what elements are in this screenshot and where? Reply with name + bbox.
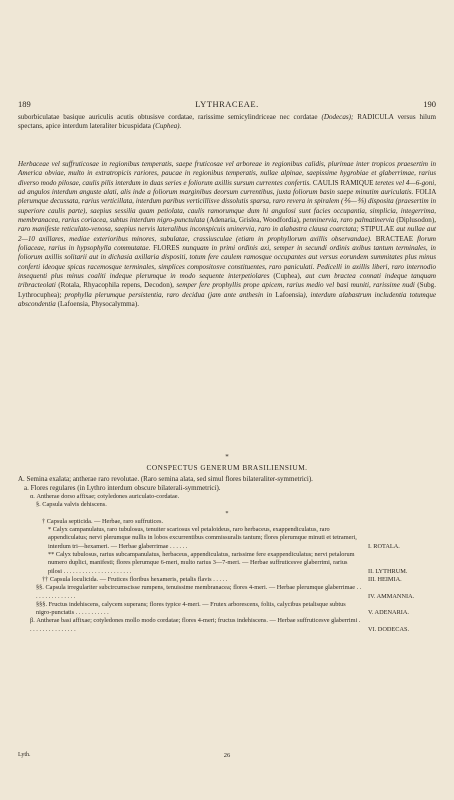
page-number-right: 190: [423, 99, 436, 109]
section-asterisk: *: [225, 453, 229, 461]
key-row: [18, 510, 436, 518]
key-row: [18, 518, 436, 526]
intro-term: RADICULA: [357, 113, 394, 121]
intro-text: suborbiculatae basique auriculis acutis obtusisve cordatae, rarissime semicylindriceae nec cordatae: [18, 113, 318, 121]
desc-genera: Lafoensia: [275, 290, 304, 299]
desc-text: raro manifeste reticulato-venosa, saepius nervis lateralibus inconspicuis uninervia, raro in alabastra clausa coarctata;: [18, 225, 359, 234]
key-row: [18, 584, 436, 601]
desc-text: nunquam in primi ordinis axi, semper in secundi ordinis axibus tantum terminales, in foliorum axillis solitarii aut in dichasia axillaria dispositi, totum fere caulem ramosque occupantes aut versus eorundem summitates plus minus conferti ideoque spicas racemosque terminales, simplices compositosve constituentes, raro paniculati. Pedicelli in axillis liberi, raro internodio insequenti plus minus coaliti indeque plerumque in modo sequente interpetiolares: [18, 244, 436, 281]
conspectus-title: CONSPECTUS GENERUM BRASILIENSIUM.: [146, 463, 308, 472]
genus-name: VI. DODECAS.: [368, 625, 410, 633]
key-text: †† Capsula loculicida. — Frutices floribus hexameris, petalis flavis . . . . .: [42, 575, 228, 583]
desc-term: FLORES: [153, 244, 180, 253]
key-text: §§. Capsula irregulariter subcircumscisse rumpens, tenuissime membranacea; flores 4-meri. — Herbae plerumque glaberrimae . . . . . . . . . . . . . . .: [36, 584, 362, 600]
key-text: a. Flores regulares (in Lythro interdum obscure bilaterali-symmetrici).: [24, 484, 221, 492]
genus-name: IV. AMMANNIA.: [368, 592, 415, 600]
desc-genera: (Cuphea),: [273, 272, 302, 281]
genus-key: [18, 475, 436, 634]
desc-term: BRACTEAE: [375, 234, 414, 243]
key-text: † Capsula septicida. — Herbae, raro suffrutices.: [42, 517, 164, 525]
key-text: ** Calyx tubulosus, rarius subcampanulatus, herbaceus, appendiculatus, rarissime fere exappendiculatus; nervi petalorum numero duplici, manifesti; flores plerumque 6-meri, multo rarius 3—7-meri. — Herbae suffruticesve glaberrimi, rarius pilosi . . . . . . . . . . . . . . . . . . . . . .: [48, 551, 355, 575]
genus-name: V. ADENARIA.: [368, 609, 409, 617]
desc-text: prophylla plerumque persistentia, raro decidua (jam ante anthesin in: [64, 290, 273, 299]
key-row: [18, 475, 436, 484]
key-row: [18, 601, 436, 618]
running-title: LYTHRACEAE.: [195, 99, 259, 109]
desc-text: aut cum bractea connati indeque tanquam tribracteolati: [18, 272, 436, 290]
key-text: β. Antherae basi affixae; cotyledones mollo modo cordatae; flores 4-meri; fructus indehiscens. — Herbae suffruticesve glaberrimi . . . . . . . . . . . . . . . .: [30, 617, 361, 633]
desc-text: plerumque decussata, rarius verticillata, interdum paribus verticillisve dissolutis sparsa, raro revera in spiralem (⅖—⅗) disposita (praesertim in superiore caulis parte), saepius sessilia quam petiolata, caulis ramorumque dum hi angulosi sunt facies occupantia, simplicia, integerrima, membranacea, rarius coriacea, subtus interdum nigro-punctulata: [18, 197, 436, 225]
key-row: [18, 551, 436, 576]
desc-genera: (Adenaria, Grislea, Woodfordia),: [206, 216, 301, 225]
key-row: [18, 501, 436, 509]
running-header: [18, 99, 436, 111]
description-paragraph: [18, 160, 436, 310]
desc-term: FOLIA: [415, 188, 436, 197]
key-text: *: [225, 509, 229, 517]
intro-paragraph: [18, 113, 436, 132]
key-text: α. Antherae dorso affixae; cotyledones auriculato-cordatae.: [30, 493, 180, 500]
desc-text: florum foliaceae, rarius in hypsophylla commutatae.: [18, 234, 436, 253]
desc-genera: (Diplusodon),: [396, 216, 436, 225]
signature-mark: Lyth.: [18, 752, 31, 758]
key-text: * Calyx campanulatus, raro tubulosus, tenuiter scariosus vel petaloideus, raro herbaceus, exappendiculatus, raro appendiculatus; nervi plerumque nullis in lobos excurrentibus commissuralis tantum; flores plerumque minuti et tetrameri, interdum tri—hexameri. — Herbae glaberrimae . . . . . .: [48, 526, 357, 550]
intro-text: versus hilum spectans, apice interdum lateraliter bicuspidata: [18, 113, 437, 131]
desc-text: aut nullae aut 2—10 axillares, mediae exterioribus minores, subulatae, crassiusculae (etiam in prophyllorum axillis observandae).: [18, 225, 436, 243]
genus-name: I. ROTALA.: [368, 542, 400, 550]
key-text: A. Semina exalata; antherae raro revolutae. (Raro semina alata, sed simul flores bilateraliter-symmetrici).: [18, 475, 313, 483]
desc-term: STIPULAE: [360, 225, 395, 234]
desc-text: penninervia, raro palmatinervia: [302, 216, 395, 225]
desc-genera: (Subg. Lythrocuphea);: [18, 281, 437, 299]
key-row: [18, 493, 436, 501]
genus-name: II. LYTHRUM.: [368, 567, 408, 575]
key-text: §. Capsula valvis dehiscens.: [36, 501, 107, 509]
key-row: [18, 576, 436, 584]
desc-text: ), interdum alabastrum includentia totumque abscondentia: [18, 290, 437, 309]
page-number-left: 189: [18, 99, 31, 109]
desc-text: teretes vel 4—6-goni, ad angulos interdum anguste alati, alis inde a foliorum marginibus deorsum currentibus, juxta foliorum basin saepe minutim auriculatis.: [18, 178, 437, 197]
desc-term: CAULIS RAMIQUE: [312, 178, 374, 187]
desc-text: Herbaceae vel suffruticosae in regionibus temperatis, saepe fruticosae vel arboreae in regionibus calidis, plurimae inter tropicos praesertim in America obviae, multo in extratropicis rariores, paucae in regionibus temperatis, nullae alpinae, saepissime hygrobiae et glaberrimae, rarius diverso modo pilosae, caulis pilis interdum in duas series e foliorum axillis sursum currentes confertis.: [18, 160, 436, 187]
key-row: [18, 617, 436, 634]
key-row: [18, 526, 436, 551]
key-row: [18, 484, 436, 493]
desc-genera: (Rotala, Rhyacophila repens, Decodon),: [58, 281, 174, 290]
desc-text: semper fere prophyllis prope apicem, rarius medio vel basi muniti, rarissime nudi: [176, 281, 415, 290]
genus-name: III. HEIMIA.: [368, 575, 402, 583]
intro-genus: (Cuphea).: [152, 122, 182, 131]
intro-genus: (Dodecas);: [321, 113, 354, 121]
desc-genera: (Lafoensia, Physocalymma).: [57, 300, 139, 309]
gathering-number: 26: [223, 752, 231, 759]
key-text: §§§. Fructus indehiscens, calycem superans; flores typice 4-meri. — Frutex arborescens, foliis, calycibus petalisque subtus nigro-punctatis . . . . . . . . . . .: [36, 600, 346, 617]
